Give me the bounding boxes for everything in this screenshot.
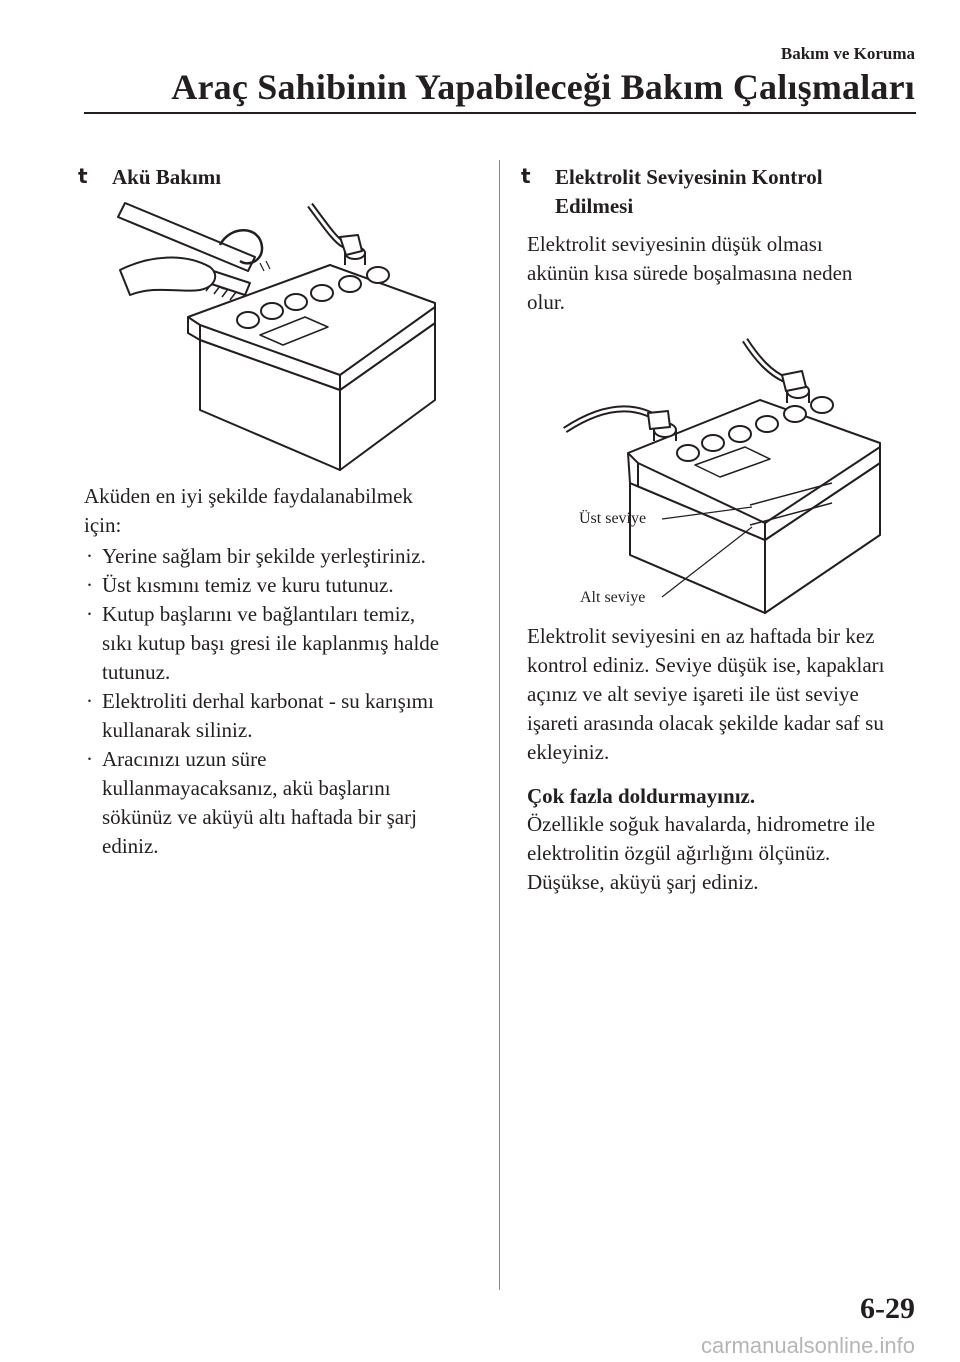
chapter-title: Araç Sahibinin Yapabileceği Bakım Çalışmaları [171,67,915,107]
upper-level-label: Üst seviye [579,510,647,527]
column-divider [499,160,500,1290]
header-rule [84,112,916,114]
list-item: · Yerine sağlam bir şekilde yerleştiriniz. [84,542,484,571]
bullet-dot-icon: · [86,747,93,771]
watermark: carmanualsonline.info [700,1333,915,1358]
list-item: · Kutup başlarını ve bağlantıları temiz, sıkı kutup başı gresi ile kaplanmış halde tutunuz. [86,602,440,684]
overfill-warning-text: Özellikle soğuk havalarda, hidrometre ile elektrolitin özgül ağırlığını ölçünüz. Düşükse, aküyü şarj ediniz. [527,812,876,894]
electrolyte-check-text: Elektrolit seviyesini en az haftada bir kez kontrol ediniz. Seviye düşük ise, kapakları açınız ve alt seviye işareti ile üst seviye işareti arasında olacak şekilde kadar saf su ekleyiniz. [527,624,885,764]
battery-intro-text: Aküden en iyi şekilde faydalanabilmek için: [84,484,413,537]
bullet-dot-icon: · [86,573,93,597]
overfill-warning-heading: Çok fazla doldurmayınız. [527,784,756,808]
page-number: 6-29 [860,1292,915,1325]
electrolyte-intro-text: Elektrolit seviyesinin düşük olması akünün kısa sürede boşalmasına neden olur. [527,232,853,314]
lower-level-label: Alt seviye [580,589,646,606]
list-item: · Elektroliti derhal karbonat - su karışımı kullanarak siliniz. [86,689,434,742]
bullet-dot-icon: · [86,544,93,568]
electrolyte-level-illustration [560,335,890,615]
section-label: Bakım ve Koruma [780,44,915,63]
electrolyte-heading: Elektrolit Seviyesinin Kontrol Edilmesi [555,165,823,218]
list-item: · Üst kısmını temiz ve kuru tutunuz. [84,571,484,600]
battery-care-heading: Akü Bakımı [112,165,222,189]
bullet-dot-icon: · [86,602,93,626]
battery-cleaning-illustration [100,195,445,475]
bullet-dot-icon: · [86,689,93,713]
list-item: · Aracınızı uzun süre kullanmayacaksanız, akü başlarını sökünüz ve aküyü altı haftada bir şarj ediniz. [86,747,417,858]
section-marker-icon: t [521,164,531,188]
section-marker-icon: t [78,164,88,188]
battery-care-list [84,542,484,861]
